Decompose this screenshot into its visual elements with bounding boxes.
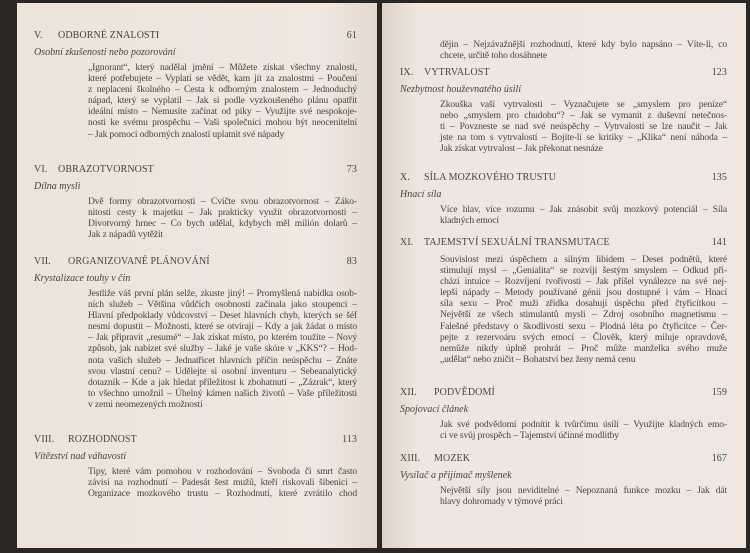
chapter-title (400, 169, 556, 186)
chapter-summary (440, 204, 727, 226)
chapter-page-number: 159 (711, 387, 727, 398)
summary-line: nitosti cesty k majetku – Jak prakticky využít obrazotvornosti – (88, 207, 357, 219)
toc-entry (34, 431, 357, 499)
summary-line: Divotvorný hrnec – Co bych udělal, kdybych měl milión dolarů – (88, 218, 357, 230)
summary-line: cí ve svůj prospěch – Tajemství účinné modlitby (440, 430, 619, 442)
chapter-title (34, 431, 137, 448)
chapter-page-number: 61 (346, 30, 357, 41)
toc-entry (400, 169, 727, 226)
chapter-name: MOZEK (434, 453, 471, 464)
chapter-heading (400, 64, 727, 81)
toc-entry (400, 234, 727, 365)
chapter-page-number: 83 (346, 256, 357, 267)
chapter-name: SÍLA MOZKOVÉHO TRUSTU (424, 172, 556, 183)
chapter-subtitle: Vysílač a přijímač myšlenek (400, 470, 512, 481)
chapter-number: X. (400, 172, 410, 183)
summary-line: ních služeb – Většina vůdčích osobností začínala jako stoupenci – (88, 299, 357, 311)
left-page (17, 3, 377, 548)
toc-entry (34, 161, 357, 240)
summary-line: z neplacení školného – Cesta k odborným znalostem – Jednoduchý (88, 84, 357, 96)
chapter-summary-continuation (440, 39, 727, 61)
chapter-subtitle: Osobní zkušenosti nebo pozorování (34, 47, 176, 58)
chapter-page-number: 73 (346, 164, 357, 175)
chapter-name: PODVĚDOMÍ (434, 387, 495, 398)
chapter-heading (34, 253, 357, 270)
summary-line: „Ignorant“, který nadělal jmění – Můžete získat všechny znalosti, (88, 62, 357, 73)
chapter-name: OBRAZOTVORNOST (58, 164, 154, 175)
summary-line: Falešné představy o škodlivosti sexu – Plodná léta po čtyřicítce – Čer- (440, 320, 727, 332)
toc-entry (400, 450, 727, 507)
chapter-summary (88, 466, 357, 499)
chapter-summary (440, 419, 727, 441)
chapter-heading (34, 431, 357, 448)
chapter-heading (34, 161, 357, 178)
chapter-title (400, 450, 470, 467)
summary-line: Největší ze všech stimulantů mysli – Zdroj osobního magnetismu – (440, 309, 727, 321)
chapter-page-number: 113 (342, 434, 357, 445)
chapter-subtitle: Hnací síla (400, 189, 442, 200)
summary-line: závisí na rozhodnutí – Padesát šest mužů, kteří riskovali šibenici – (88, 477, 357, 489)
summary-line: v zemi neomezených možností (88, 398, 203, 410)
summary-line: Zkouška vaší vytrvalosti – Vyznačujete se „smyslem pro peníze“ (440, 99, 727, 110)
chapter-heading (34, 27, 357, 44)
chapter-name: VYTRVALOST (424, 67, 490, 78)
summary-line: „udělat“ nebo zničit – Bohatství bez ženy nemá cenu (440, 353, 636, 365)
summary-line: ti – Povzneste se nad své neúspěchy – Vytrvalosti se lze naučit – Jak (440, 121, 727, 133)
summary-line: Tipy, které vám pomohou v rozhodování – Svoboda či smrt často (88, 466, 357, 477)
chapter-name: ROZHODNOST (68, 434, 137, 445)
chapter-name: ODBORNÉ ZNALOSTI (58, 30, 160, 41)
toc-entry (400, 64, 727, 154)
summary-line: nebo „smyslem pro chudobu“? – Jak se vymanit z duševní netečnos- (440, 110, 727, 122)
chapter-summary (88, 62, 357, 140)
summary-line: Jestliže váš první plán selže, zkuste jiný! – Promyšlená nabídka osob- (88, 288, 357, 299)
summary-line: chcete, určitě toho dosáhnete (440, 50, 547, 62)
toc-entry (34, 27, 357, 140)
summary-line: pejte z rezervoáru svých emocí – Člověk, který miluje opravdově, (440, 331, 727, 343)
summary-line: dějin – Nejzávažnější rozhodnutí, které kdy bylo napsáno – Víte-li, co (440, 39, 727, 50)
summary-line: Jak z nápadů vytěžit (88, 229, 164, 241)
chapter-heading (400, 450, 727, 467)
chapter-subtitle: Nezbytnost houževnatého úsilí (400, 84, 522, 95)
chapter-name: ORGANIZOVANÉ PLÁNOVÁNÍ (68, 256, 210, 267)
toc-entry (400, 384, 727, 441)
chapter-page-number: 167 (711, 453, 727, 464)
right-page (382, 3, 746, 548)
chapter-number: IX. (400, 67, 414, 78)
chapter-heading (400, 384, 727, 401)
chapter-heading (400, 234, 727, 251)
summary-line: způsob, jak nabízet své služby – Jaké je vaše skóre v „KKS“? – Hod- (88, 343, 357, 355)
toc-entry (34, 253, 357, 410)
chapter-subtitle: Krystalizace touhy v čin (34, 273, 131, 284)
chapter-number: VII. (34, 256, 51, 267)
summary-line: dotazník – Kde a jak hledat příležitost k zbohatnutí – „Zázrak“, který (88, 376, 357, 388)
chapter-title (400, 234, 610, 251)
summary-line: Dvě formy obrazotvornosti – Cvičte svou obrazotvornost – Záko- (88, 196, 357, 207)
summary-line: nemůže nikdy úplně prohrát – Proč může manželka svého muže (440, 342, 727, 354)
summary-line: Více hlav, více rozumu – Jak znásobit svůj mozkový potenciál – Síla (440, 204, 727, 215)
summary-line: Největší síly jsou neviditelné – Nepoznaná funkce mozku – Jak dát (440, 485, 727, 496)
summary-line: Hlavní předpoklady vůdcovství – Deset hlavních chyb, kterých se šéf (88, 310, 357, 322)
summary-line: Souvislost mezi úspěchem a silným libidem – Deset podnětů, které (440, 254, 727, 265)
summary-line: hlavy dohromady v týmové práci (440, 496, 563, 508)
chapter-number: XIII. (400, 453, 421, 464)
summary-line: – Jak pomocí odborných znalostí uplatnit své nápady (88, 128, 285, 140)
chapter-number: XII. (400, 387, 417, 398)
summary-line: chází intuice – Rozvíjení tvořivosti – Jak přišel vynálezce na své nej- (440, 276, 727, 288)
chapter-summary (440, 485, 727, 507)
chapter-heading (400, 169, 727, 186)
summary-line: Jak své podvědomí podnítit k tvůrčímu úsilí – Využijte kladných emo- (440, 419, 727, 430)
chapter-number: V. (34, 30, 43, 41)
chapter-page-number: 123 (711, 67, 727, 78)
chapter-number: VIII. (34, 434, 55, 445)
summary-line: nápad, který se vyplatil – Jak si podle vyzkoušeného plánu opatřit (88, 95, 357, 107)
chapter-name: TAJEMSTVÍ SEXUÁLNÍ TRANSMUTACE (424, 237, 610, 248)
summary-line: které potřebujete – Vyplatí se vědět, kam jít za znalostmi – Poučení (88, 73, 357, 85)
chapter-number: XI. (400, 237, 414, 248)
summary-line: ideální místo – Nemusíte začínat od píky – Využijte své nespokoje- (88, 106, 357, 118)
summary-line: síla sexu – Proč muži zřídka dosahují úspěchu před čtyřicítkou – (440, 298, 727, 310)
chapter-summary (88, 196, 357, 240)
chapter-page-number: 135 (711, 172, 727, 183)
summary-line: to všechno umožnil – Úhelný kámen našich životů – Vaše příležitosti (88, 387, 357, 399)
chapter-title (34, 27, 159, 44)
chapter-summary (88, 288, 357, 410)
summary-line: svou vlastní cenu? – Udělejte si osobní inventuru – Sebeanalytický (88, 365, 357, 377)
chapter-title (400, 64, 490, 81)
chapter-title (34, 161, 154, 178)
chapter-summary (440, 254, 727, 365)
chapter-number: VI. (34, 164, 48, 175)
chapter-subtitle: Spojovací článek (400, 404, 469, 415)
summary-line: lepší nápady – Metody používané génii jsou dostupné i vám – Hnací (440, 287, 727, 299)
summary-line: stimulují mysl – „Genialita“ se rozvíjí šestým smyslem – Odkud při- (440, 265, 727, 277)
summary-line: Jak získat vytrvalost – Jak překonat nesnáze (440, 143, 603, 155)
summary-line: kladných emocí (440, 215, 499, 227)
chapter-subtitle: Dílna mysli (34, 181, 81, 192)
chapter-title (400, 384, 495, 401)
chapter-subtitle: Vítězství nad váhavostí (34, 451, 127, 462)
summary-line: nota vašich služeb – Jednatřicet hlavních příčin neúspěchu – Znáte (88, 354, 357, 366)
summary-line: jste na tom s vytrvalostí – Bojíte-li se kritiky – „Klika“ není náhoda – (440, 132, 727, 144)
summary-line: nosti ke svému prospěchu – Vaši společníci mohou být neocenitelní (88, 117, 357, 129)
summary-line: nesmí dopustit – Možnosti, které se otvírají – Kdy a jak žádat o místo (88, 321, 357, 333)
chapter-summary (440, 99, 727, 154)
summary-line: – Jak připravit „resumé“ – Jak získat místo, po kterém toužíte – Nový (88, 332, 357, 344)
chapter-page-number: 141 (711, 237, 727, 248)
chapter-title (34, 253, 210, 270)
summary-line: Organizace mozkového trustu – Rozhodnutí, které zvrátilo chod (88, 488, 357, 500)
